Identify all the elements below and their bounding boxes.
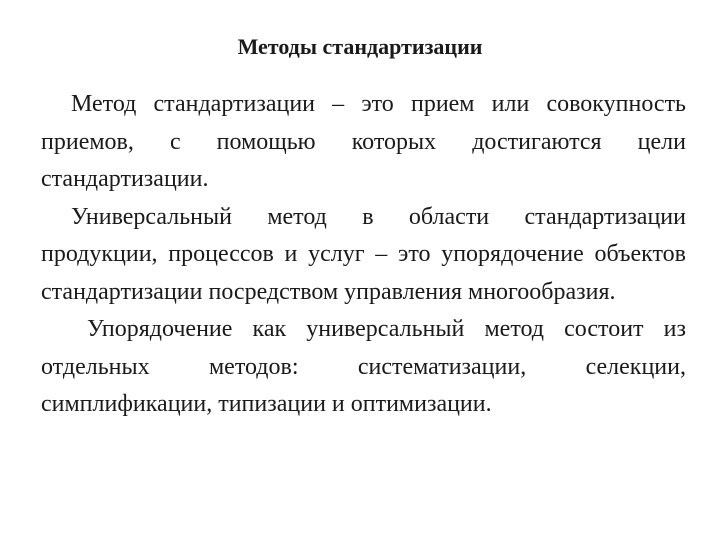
slide-body [41, 86, 686, 424]
paragraph-universal-method: Универсальный метод в области стандартизации продукции, процессов и услуг – это упорядочение объектов стандартизации посредством управления многообразия. [41, 203, 686, 305]
paragraph-method-definition: Метод стандартизации – это прием или совокупность приемов, с помощью которых достигаются цели стандартизации. [41, 91, 686, 192]
paragraph-ordering-methods: Упорядочение как универсальный метод состоит из отдельных методов: систематизации, селекции, симплификации, типизации и оптимизации. [41, 316, 686, 417]
slide-title: Методы стандартизации [237, 34, 483, 59]
